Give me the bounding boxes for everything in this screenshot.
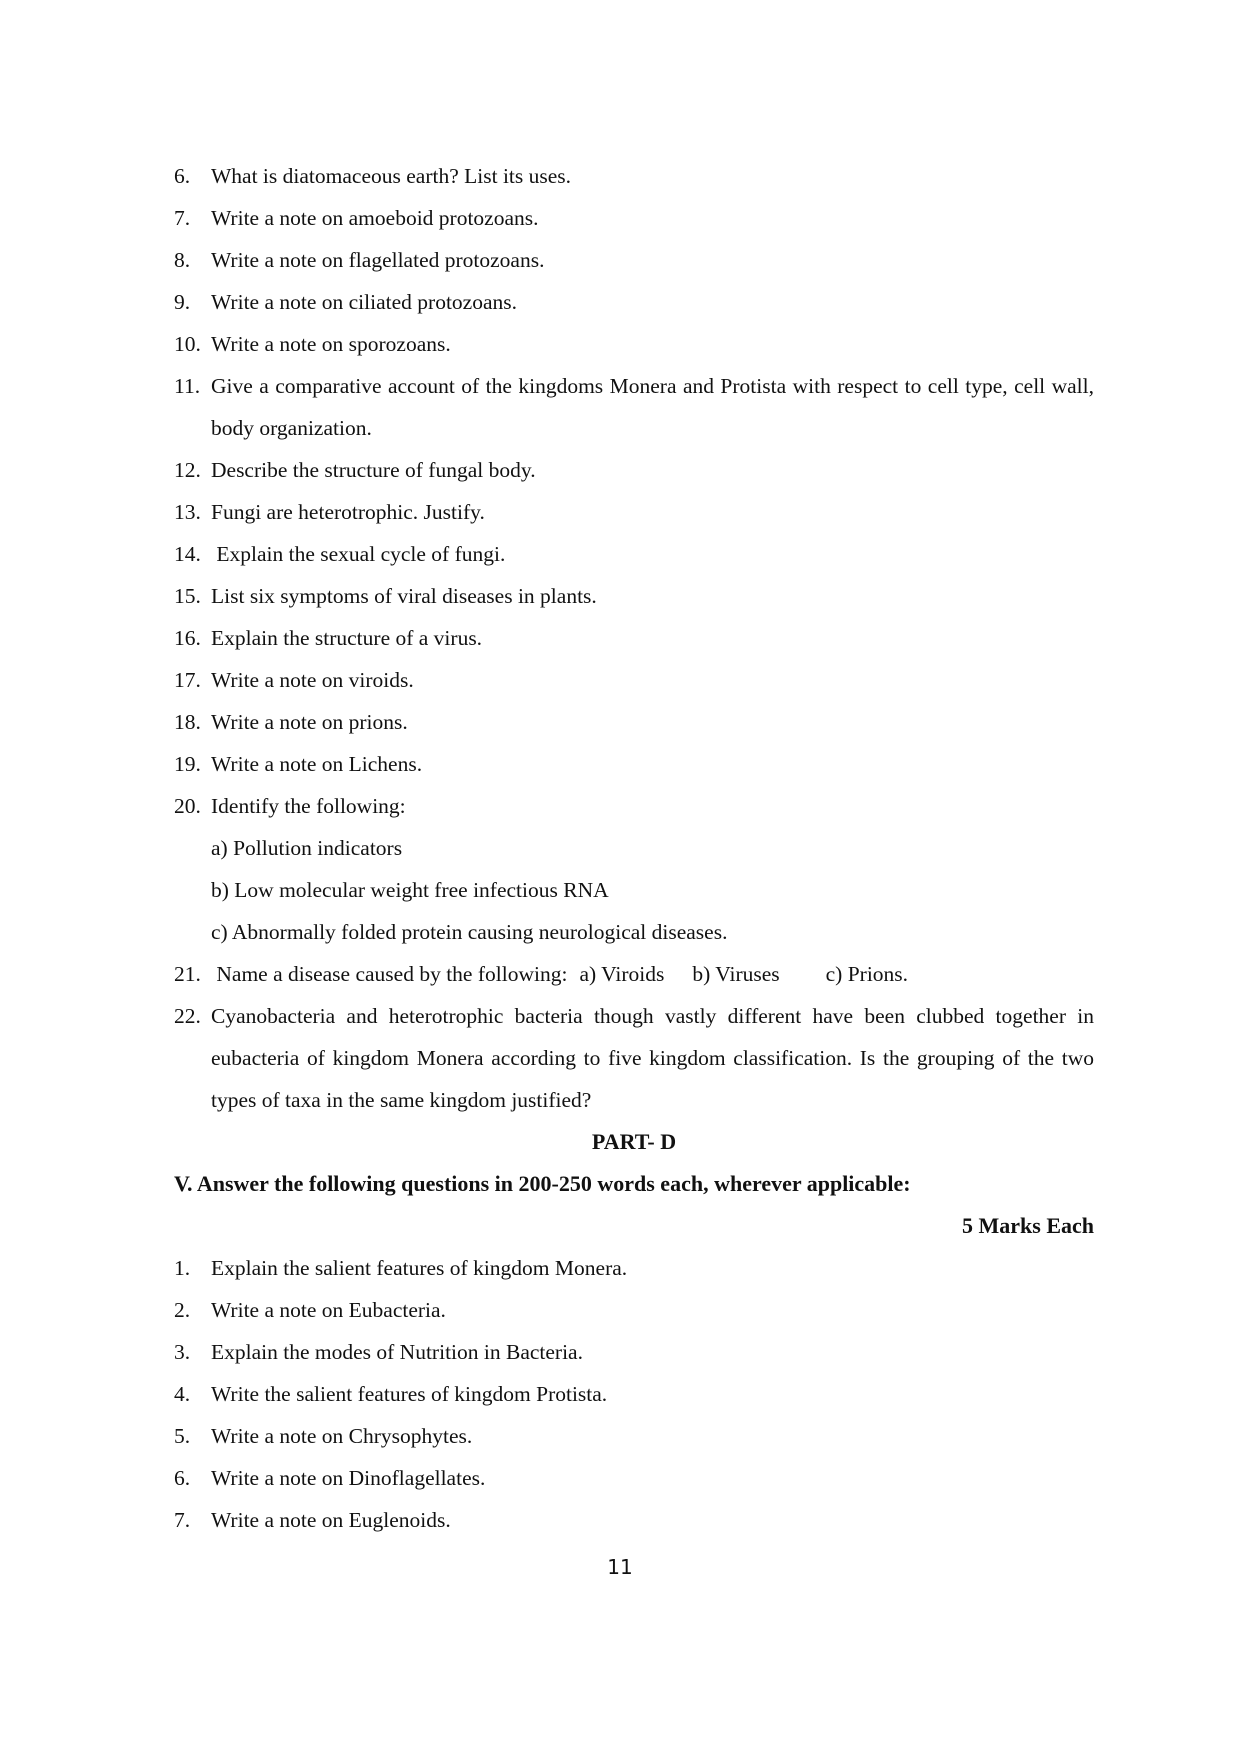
question-number: 13. <box>174 500 201 524</box>
question-number: 14. <box>174 542 201 566</box>
question-number: 19. <box>174 752 201 776</box>
question-text: Write a note on viroids. <box>211 668 414 692</box>
question-number: 12. <box>174 458 201 482</box>
question-item <box>174 365 1094 449</box>
question-text: Write a note on prions. <box>211 710 408 734</box>
question-text: List six symptoms of viral diseases in plants. <box>211 584 597 608</box>
question-subitem: b) Low molecular weight free infectious RNA <box>211 878 609 902</box>
question-number: 16. <box>174 626 201 650</box>
section-instruction: V. Answer the following questions in 200-250 words each, wherever applicable: <box>174 1171 911 1196</box>
question-item <box>174 785 1094 827</box>
question-item <box>174 533 1094 575</box>
question-item <box>174 575 1094 617</box>
question-item <box>174 659 1094 701</box>
question-text: What is diatomaceous earth? List its uses. <box>211 164 572 188</box>
question-subitem: a) Pollution indicators <box>211 836 403 860</box>
question-item <box>174 1289 1094 1331</box>
question-text: Explain the salient features of kingdom Monera. <box>211 1256 628 1280</box>
page-content <box>174 155 1094 1541</box>
question-item <box>174 323 1094 365</box>
question-number: 1. <box>174 1256 191 1280</box>
question-number: 7. <box>174 206 191 230</box>
question-text: Write the salient features of kingdom Protista. <box>211 1382 608 1406</box>
question-item <box>174 491 1094 533</box>
question-item <box>174 449 1094 491</box>
question-number: 8. <box>174 248 191 272</box>
question-item <box>174 1331 1094 1373</box>
question-number: 6. <box>174 164 191 188</box>
question-text: Write a note on Chrysophytes. <box>211 1424 473 1448</box>
question-text: Fungi are heterotrophic. Justify. <box>211 500 485 524</box>
question-text: Give a comparative account of the kingdoms Monera and Protista with respect to cell type, cell wall, body organization. <box>211 374 1094 440</box>
question-text: Write a note on Euglenoids. <box>211 1508 451 1532</box>
question-option: c) Prions. <box>825 962 909 986</box>
question-number: 20. <box>174 794 201 818</box>
question-item <box>174 155 1094 197</box>
question-text: Explain the sexual cycle of fungi. <box>211 542 506 566</box>
question-number: 15. <box>174 584 201 608</box>
question-text: Write a note on sporozoans. <box>211 332 451 356</box>
question-text: Write a note on flagellated protozoans. <box>211 248 545 272</box>
question-number: 9. <box>174 290 191 314</box>
question-number: 4. <box>174 1382 191 1406</box>
question-item <box>174 1247 1094 1289</box>
question-number: 7. <box>174 1508 191 1532</box>
question-text: Write a note on Dinoflagellates. <box>211 1466 486 1490</box>
question-number: 3. <box>174 1340 191 1364</box>
question-number: 17. <box>174 668 201 692</box>
question-item <box>174 197 1094 239</box>
question-item <box>174 743 1094 785</box>
question-text: Explain the modes of Nutrition in Bacteria. <box>211 1340 583 1364</box>
question-option: a) Viroids <box>579 962 665 986</box>
question-item <box>174 617 1094 659</box>
question-number: 21. <box>174 962 201 986</box>
question-item <box>174 281 1094 323</box>
page-number: 11 <box>607 1555 633 1579</box>
question-item <box>174 1415 1094 1457</box>
question-text: Cyanobacteria and heterotrophic bacteria though vastly different have been clubbed together in eubacteria of kingdom Monera according to five kingdom classification. Is the grouping of the two types of taxa in the same kingdom justified? <box>211 1004 1094 1112</box>
question-item <box>174 1457 1094 1499</box>
question-text: Describe the structure of fungal body. <box>211 458 536 482</box>
question-text: Explain the structure of a virus. <box>211 626 483 650</box>
question-number: 2. <box>174 1298 191 1322</box>
question-subitem: c) Abnormally folded protein causing neurological diseases. <box>211 920 728 944</box>
question-text: Write a note on ciliated protozoans. <box>211 290 517 314</box>
question-number: 10. <box>174 332 201 356</box>
question-text: Name a disease caused by the following: <box>211 962 568 986</box>
question-number: 18. <box>174 710 201 734</box>
question-item <box>174 1499 1094 1541</box>
question-number: 6. <box>174 1466 191 1490</box>
marks-label: 5 Marks Each <box>962 1213 1094 1238</box>
question-text: Identify the following: <box>211 794 406 818</box>
question-option: b) Viruses <box>692 962 780 986</box>
question-number: 22. <box>174 1004 201 1028</box>
question-text: Write a note on amoeboid protozoans. <box>211 206 539 230</box>
question-item <box>174 995 1094 1121</box>
question-number: 11. <box>174 374 201 398</box>
question-text: Write a note on Lichens. <box>211 752 423 776</box>
question-item <box>174 239 1094 281</box>
question-number: 5. <box>174 1424 191 1448</box>
question-text: Write a note on Eubacteria. <box>211 1298 446 1322</box>
section-heading: PART- D <box>591 1129 677 1154</box>
question-item <box>174 701 1094 743</box>
question-item <box>174 953 1094 995</box>
question-item <box>174 1373 1094 1415</box>
